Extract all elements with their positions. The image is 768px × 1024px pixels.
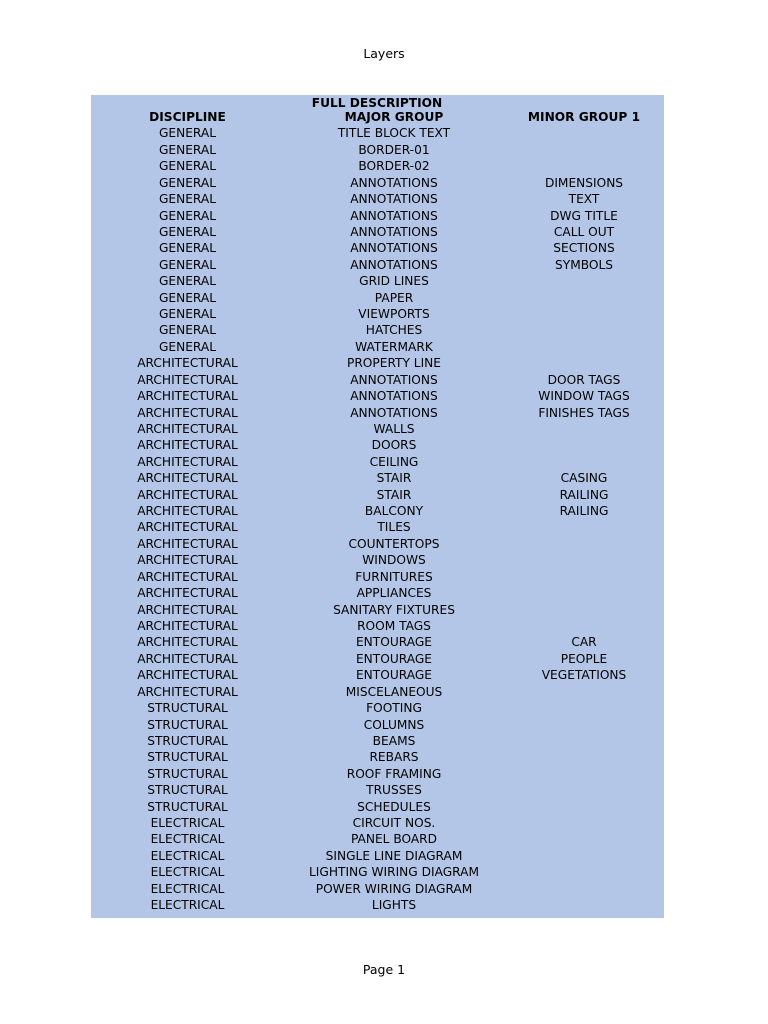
cell-discipline: GENERAL xyxy=(158,159,217,174)
cell-discipline: ELECTRICAL xyxy=(150,848,225,863)
cell-discipline: STRUCTURAL xyxy=(147,750,228,765)
table-row xyxy=(91,700,664,716)
table-row xyxy=(91,536,664,552)
cell-major-group: LIGHTS xyxy=(371,898,417,913)
cell-minor-group-1: SYMBOLS xyxy=(555,257,613,272)
cell-minor-group-1: CALL OUT xyxy=(553,224,615,239)
table-row xyxy=(91,552,664,568)
cell-major-group: WATERMARK xyxy=(355,339,433,354)
table-row xyxy=(91,897,664,913)
cell-discipline: ARCHITECTURAL xyxy=(137,471,238,486)
table-row xyxy=(91,257,664,273)
cell-major-group: BALCONY xyxy=(364,504,424,519)
cell-discipline: ARCHITECTURAL xyxy=(137,389,238,404)
cell-discipline: GENERAL xyxy=(158,175,217,190)
table-row xyxy=(91,766,664,782)
table-row xyxy=(91,240,664,256)
cell-discipline: GENERAL xyxy=(158,307,217,322)
cell-discipline: ARCHITECTURAL xyxy=(137,619,238,633)
page-header: Layers xyxy=(363,46,405,61)
cell-discipline: ARCHITECTURAL xyxy=(137,454,238,469)
cell-minor-group-1: DOOR TAGS xyxy=(547,372,621,387)
table-row xyxy=(91,125,664,141)
table-header-row xyxy=(91,109,664,125)
cell-discipline: GENERAL xyxy=(158,224,217,239)
cell-discipline: GENERAL xyxy=(158,339,217,354)
table-row xyxy=(91,503,664,519)
cell-major-group: ANNOTATIONS xyxy=(350,372,438,387)
table-row xyxy=(91,831,664,847)
cell-major-group: REBARS xyxy=(369,750,419,765)
cell-major-group: PANEL BOARD xyxy=(350,832,438,847)
cell-major-group: APPLIANCES xyxy=(356,586,432,601)
table-row xyxy=(91,634,664,650)
table-row xyxy=(91,618,664,634)
cell-major-group: MISCELANEOUS xyxy=(345,684,443,699)
cell-major-group: TRUSSES xyxy=(366,783,422,798)
cell-major-group: STAIR xyxy=(376,471,412,486)
cell-minor-group-1: PEOPLE xyxy=(560,651,608,666)
cell-major-group: ANNOTATIONS xyxy=(350,241,438,256)
column-header-discipline: DISCIPLINE xyxy=(149,110,226,124)
cell-major-group: ROOF FRAMING xyxy=(346,766,442,781)
cell-discipline: ARCHITECTURAL xyxy=(137,668,238,683)
cell-major-group: FOOTING xyxy=(366,701,422,716)
cell-minor-group-1: SECTIONS xyxy=(553,241,615,256)
table-row xyxy=(91,470,664,486)
column-header-major-group: MAJOR GROUP xyxy=(344,110,444,124)
table-row xyxy=(91,208,664,224)
table-row xyxy=(91,437,664,453)
cell-major-group: FURNITURES xyxy=(355,569,433,584)
cell-discipline: ARCHITECTURAL xyxy=(137,520,238,535)
cell-major-group: HATCHES xyxy=(365,323,423,338)
cell-major-group: WALLS xyxy=(373,421,415,436)
cell-major-group: ANNOTATIONS xyxy=(350,208,438,223)
table-row xyxy=(91,848,664,864)
cell-discipline: ARCHITECTURAL xyxy=(137,684,238,699)
cell-major-group: VIEWPORTS xyxy=(358,307,430,322)
table-row xyxy=(91,339,664,355)
cell-discipline: GENERAL xyxy=(158,323,217,338)
cell-major-group: COLUMNS xyxy=(363,717,425,732)
table-row xyxy=(91,717,664,733)
cell-major-group: POWER WIRING DIAGRAM xyxy=(315,881,473,896)
table-row xyxy=(91,799,664,815)
cell-discipline: STRUCTURAL xyxy=(147,783,228,798)
table-row xyxy=(91,175,664,191)
table-row xyxy=(91,684,664,700)
cell-discipline: ARCHITECTURAL xyxy=(137,487,238,502)
cell-discipline: GENERAL xyxy=(158,126,217,141)
cell-major-group: BORDER-01 xyxy=(358,142,430,157)
cell-discipline: ARCHITECTURAL xyxy=(137,569,238,584)
cell-major-group: CIRCUIT NOS. xyxy=(352,816,436,831)
cell-major-group: ENTOURAGE xyxy=(355,668,433,683)
table-row xyxy=(91,158,664,174)
cell-minor-group-1: DIMENSIONS xyxy=(544,175,624,190)
cell-major-group: PROPERTY LINE xyxy=(346,356,441,371)
cell-minor-group-1: RAILING xyxy=(559,504,609,519)
cell-minor-group-1: VEGETATIONS xyxy=(541,668,627,683)
table-row xyxy=(91,651,664,667)
table-row xyxy=(91,224,664,240)
cell-discipline: STRUCTURAL xyxy=(147,766,228,781)
cell-major-group: COUNTERTOPS xyxy=(348,536,440,551)
table-row xyxy=(91,585,664,601)
cell-discipline: ARCHITECTURAL xyxy=(137,586,238,601)
cell-major-group: ANNOTATIONS xyxy=(350,224,438,239)
table-row xyxy=(91,454,664,470)
cell-major-group: ENTOURAGE xyxy=(355,651,433,666)
cell-discipline: ELECTRICAL xyxy=(150,816,225,831)
cell-major-group: PAPER xyxy=(374,290,414,305)
cell-discipline: ARCHITECTURAL xyxy=(137,438,238,453)
cell-minor-group-1: WINDOW TAGS xyxy=(538,389,630,404)
cell-major-group: TITLE BLOCK TEXT xyxy=(337,126,451,141)
table-row xyxy=(91,602,664,618)
table-row xyxy=(91,487,664,503)
cell-discipline: ARCHITECTURAL xyxy=(137,651,238,666)
cell-discipline: STRUCTURAL xyxy=(147,701,228,716)
cell-major-group: GRID LINES xyxy=(359,274,429,289)
cell-discipline: GENERAL xyxy=(158,290,217,305)
table-row xyxy=(91,191,664,207)
cell-major-group: ANNOTATIONS xyxy=(350,389,438,404)
table-super-header: FULL DESCRIPTION xyxy=(311,96,443,110)
cell-major-group: ANNOTATIONS xyxy=(350,192,438,207)
cell-major-group: ROOM TAGS xyxy=(357,619,431,633)
table-row xyxy=(91,405,664,421)
cell-discipline: ARCHITECTURAL xyxy=(137,421,238,436)
table-row xyxy=(91,881,664,897)
cell-major-group: BORDER-02 xyxy=(358,159,430,174)
cell-discipline: ARCHITECTURAL xyxy=(137,356,238,371)
cell-minor-group-1: FINISHES TAGS xyxy=(538,405,630,420)
cell-discipline: ARCHITECTURAL xyxy=(137,536,238,551)
table-row xyxy=(91,372,664,388)
cell-discipline: ARCHITECTURAL xyxy=(137,602,238,617)
cell-discipline: ARCHITECTURAL xyxy=(137,553,238,568)
cell-major-group: STAIR xyxy=(376,487,412,502)
cell-major-group: TILES xyxy=(377,520,411,535)
table-row xyxy=(91,519,664,535)
cell-major-group: CEILING xyxy=(369,454,419,469)
cell-minor-group-1: CAR xyxy=(571,635,597,650)
cell-discipline: ARCHITECTURAL xyxy=(137,372,238,387)
cell-major-group: SANITARY FIXTURES xyxy=(333,602,455,617)
cell-major-group: WINDOWS xyxy=(362,553,426,568)
cell-discipline: STRUCTURAL xyxy=(147,733,228,748)
cell-minor-group-1: CASING xyxy=(560,471,608,486)
cell-major-group: ANNOTATIONS xyxy=(350,405,438,420)
table-row xyxy=(91,142,664,158)
cell-discipline: STRUCTURAL xyxy=(147,717,228,732)
table-row xyxy=(91,782,664,798)
table-row xyxy=(91,421,664,437)
cell-discipline: ARCHITECTURAL xyxy=(137,504,238,519)
cell-major-group: LIGHTING WIRING DIAGRAM xyxy=(309,865,479,880)
table-row xyxy=(91,815,664,831)
cell-discipline: STRUCTURAL xyxy=(147,799,228,814)
cell-discipline: ARCHITECTURAL xyxy=(137,635,238,650)
cell-discipline: ELECTRICAL xyxy=(150,832,225,847)
cell-discipline: GENERAL xyxy=(158,142,217,157)
cell-discipline: GENERAL xyxy=(158,208,217,223)
table-row xyxy=(91,864,664,880)
cell-discipline: ARCHITECTURAL xyxy=(137,405,238,420)
cell-discipline: GENERAL xyxy=(158,257,217,272)
table-row xyxy=(91,355,664,371)
cell-minor-group-1: DWG TITLE xyxy=(550,208,618,223)
cell-major-group: DOORS xyxy=(371,438,417,453)
layers-table xyxy=(91,95,664,918)
table-row xyxy=(91,749,664,765)
page-footer: Page 1 xyxy=(362,962,406,977)
table-row xyxy=(91,388,664,404)
table-row xyxy=(91,322,664,338)
cell-major-group: ANNOTATIONS xyxy=(350,175,438,190)
table-row xyxy=(91,273,664,289)
cell-major-group: ENTOURAGE xyxy=(355,635,433,650)
table-row xyxy=(91,733,664,749)
cell-discipline: ELECTRICAL xyxy=(150,865,225,880)
cell-discipline: GENERAL xyxy=(158,274,217,289)
cell-discipline: GENERAL xyxy=(158,241,217,256)
table-row xyxy=(91,290,664,306)
table-row xyxy=(91,667,664,683)
cell-discipline: GENERAL xyxy=(158,192,217,207)
column-header-minor-group-1: MINOR GROUP 1 xyxy=(527,110,641,124)
cell-major-group: ANNOTATIONS xyxy=(350,257,438,272)
table-row xyxy=(91,306,664,322)
cell-minor-group-1: RAILING xyxy=(559,487,609,502)
cell-major-group: SCHEDULES xyxy=(357,799,431,814)
cell-discipline: ELECTRICAL xyxy=(150,898,225,913)
cell-major-group: BEAMS xyxy=(372,733,416,748)
table-row xyxy=(91,569,664,585)
cell-major-group: SINGLE LINE DIAGRAM xyxy=(325,848,463,863)
cell-discipline: ELECTRICAL xyxy=(150,881,225,896)
cell-minor-group-1: TEXT xyxy=(568,192,600,207)
